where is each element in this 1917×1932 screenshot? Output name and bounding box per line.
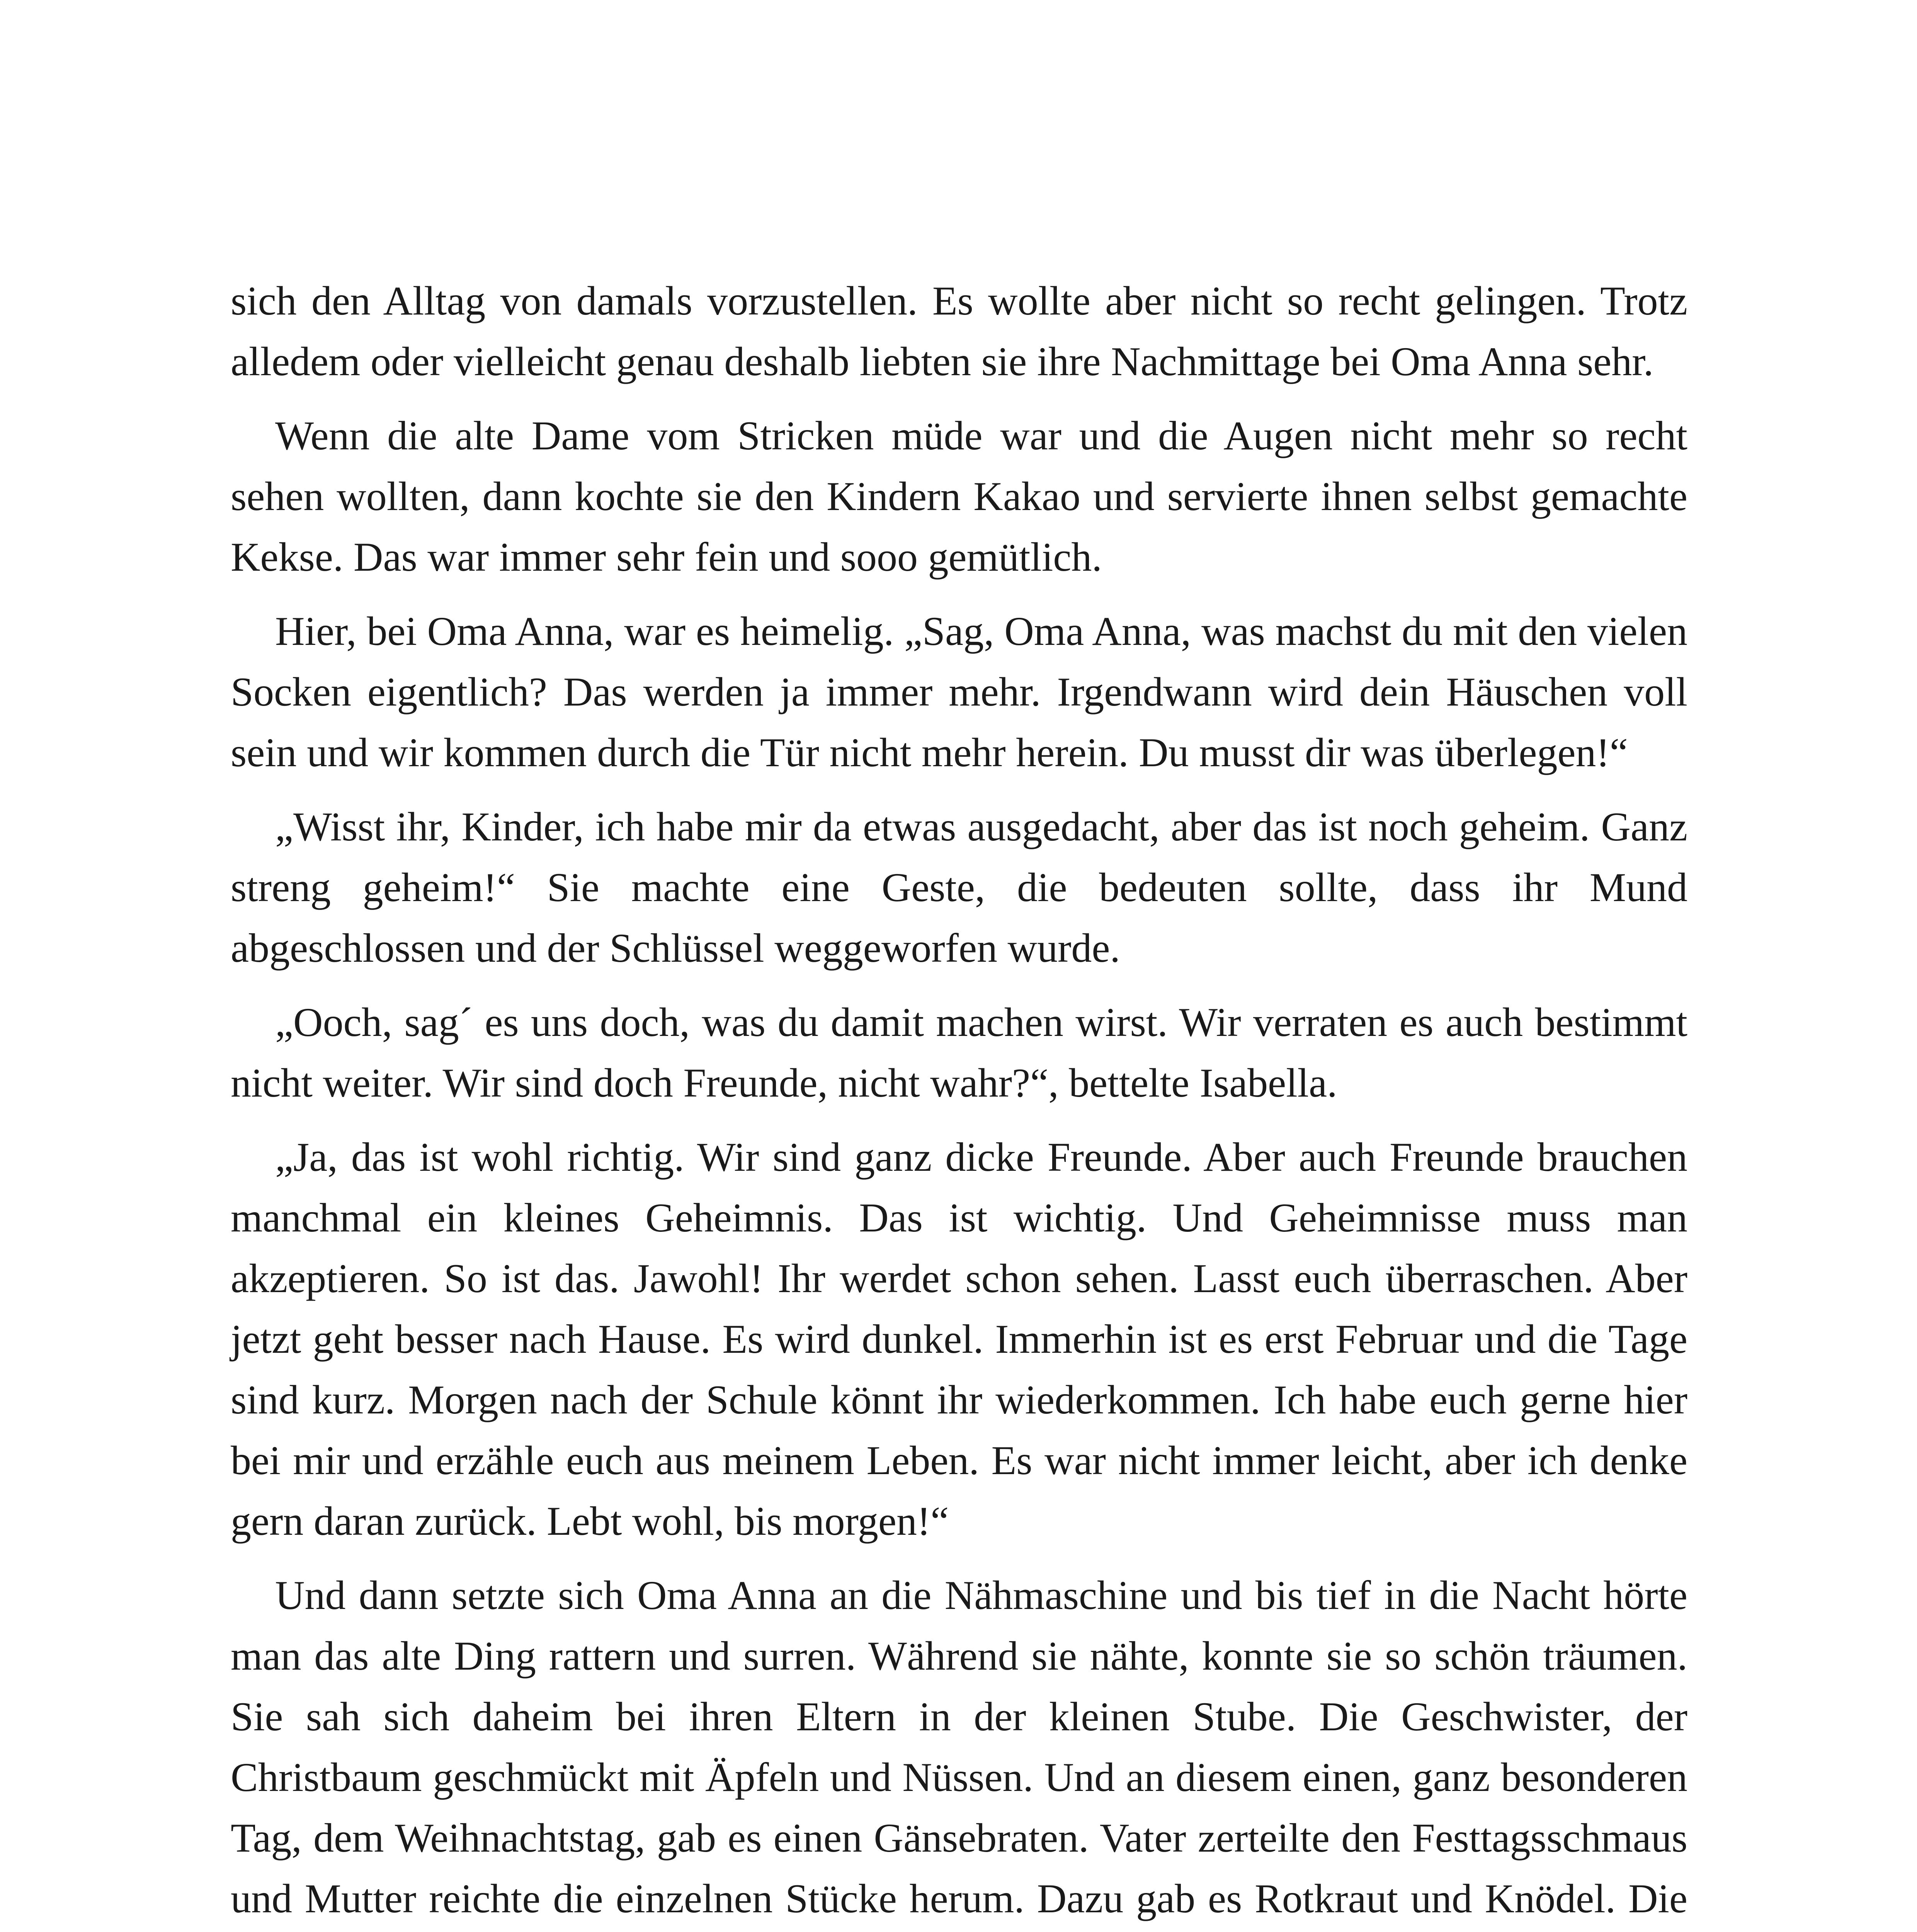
paragraph-2: Wenn die alte Dame vom Stricken müde war und die Augen nicht mehr so recht sehen wollten, dann kochte sie den Kindern Kakao und servierte ihnen selbst gemachte Kekse. Das war immer sehr fein und sooo gemütlich.	[231, 413, 1687, 580]
paragraph-5: „Ooch, sag´ es uns doch, was du damit machen wirst. Wir verraten es auch bestimmt nicht weiter. Wir sind doch Freunde, nicht wahr?“, bettelte Isabella.	[231, 1000, 1687, 1105]
paragraph-6: „Ja, das ist wohl richtig. Wir sind ganz dicke Freunde. Aber auch Freunde brauchen manchmal ein kleines Geheimnis. Das ist wichtig. Und Geheimnisse muss man akzeptieren. So ist das. Jawohl! Ihr werdet schon sehen. Lasst euch überraschen. Aber jetzt geht besser nach Hause. Es wird dunkel. Immerhin ist es erst Februar und die Tage sind kurz. Morgen nach der Schule könnt ihr wiederkommen. Ich habe euch gerne hier bei mir und erzähle euch aus meinem Leben. Es war nicht immer leicht, aber ich denke gern daran zurück. Lebt wohl, bis morgen!“	[231, 1134, 1687, 1544]
paragraph-1: sich den Alltag von damals vorzustellen. Es wollte aber nicht so recht gelingen. Trotz alledem oder vielleicht genau deshalb liebten sie ihre Nachmittage bei Oma Anna sehr.	[231, 278, 1687, 384]
paragraph-4: „Wisst ihr, Kinder, ich habe mir da etwas ausgedacht, aber das ist noch geheim. Ganz streng geheim!“ Sie machte eine Geste, die bedeuten sollte, dass ihr Mund abgeschlossen und der Schlüssel weggeworfen wurde.	[231, 804, 1687, 971]
body-text	[231, 270, 1687, 1932]
paragraph-3: Hier, bei Oma Anna, war es heimelig. „Sag, Oma Anna, was machst du mit den vielen Socken eigentlich? Das werden ja immer mehr. Irgendwann wird dein Häuschen voll sein und wir kommen durch die Tür nicht mehr herein. Du musst dir was überlegen!“	[231, 609, 1687, 775]
paragraph-7: Und dann setzte sich Oma Anna an die Nähmaschine und bis tief in die Nacht hörte man das alte Ding rattern und surren. Während sie nähte, konnte sie so schön träumen. Sie sah sich daheim bei ihren Eltern in der kleinen Stube. Die Geschwister, der Christbaum geschmückt mit Äpfeln und Nüssen. Und an diesem einen, ganz besonderen Tag, dem Weihnachtstag, gab es einen Gänsebraten. Vater zerteilte den Festtagsschmaus und Mutter reichte die einzelnen Stücke herum. Dazu gab es Rotkraut und Knödel. Die	[231, 1573, 1687, 1921]
